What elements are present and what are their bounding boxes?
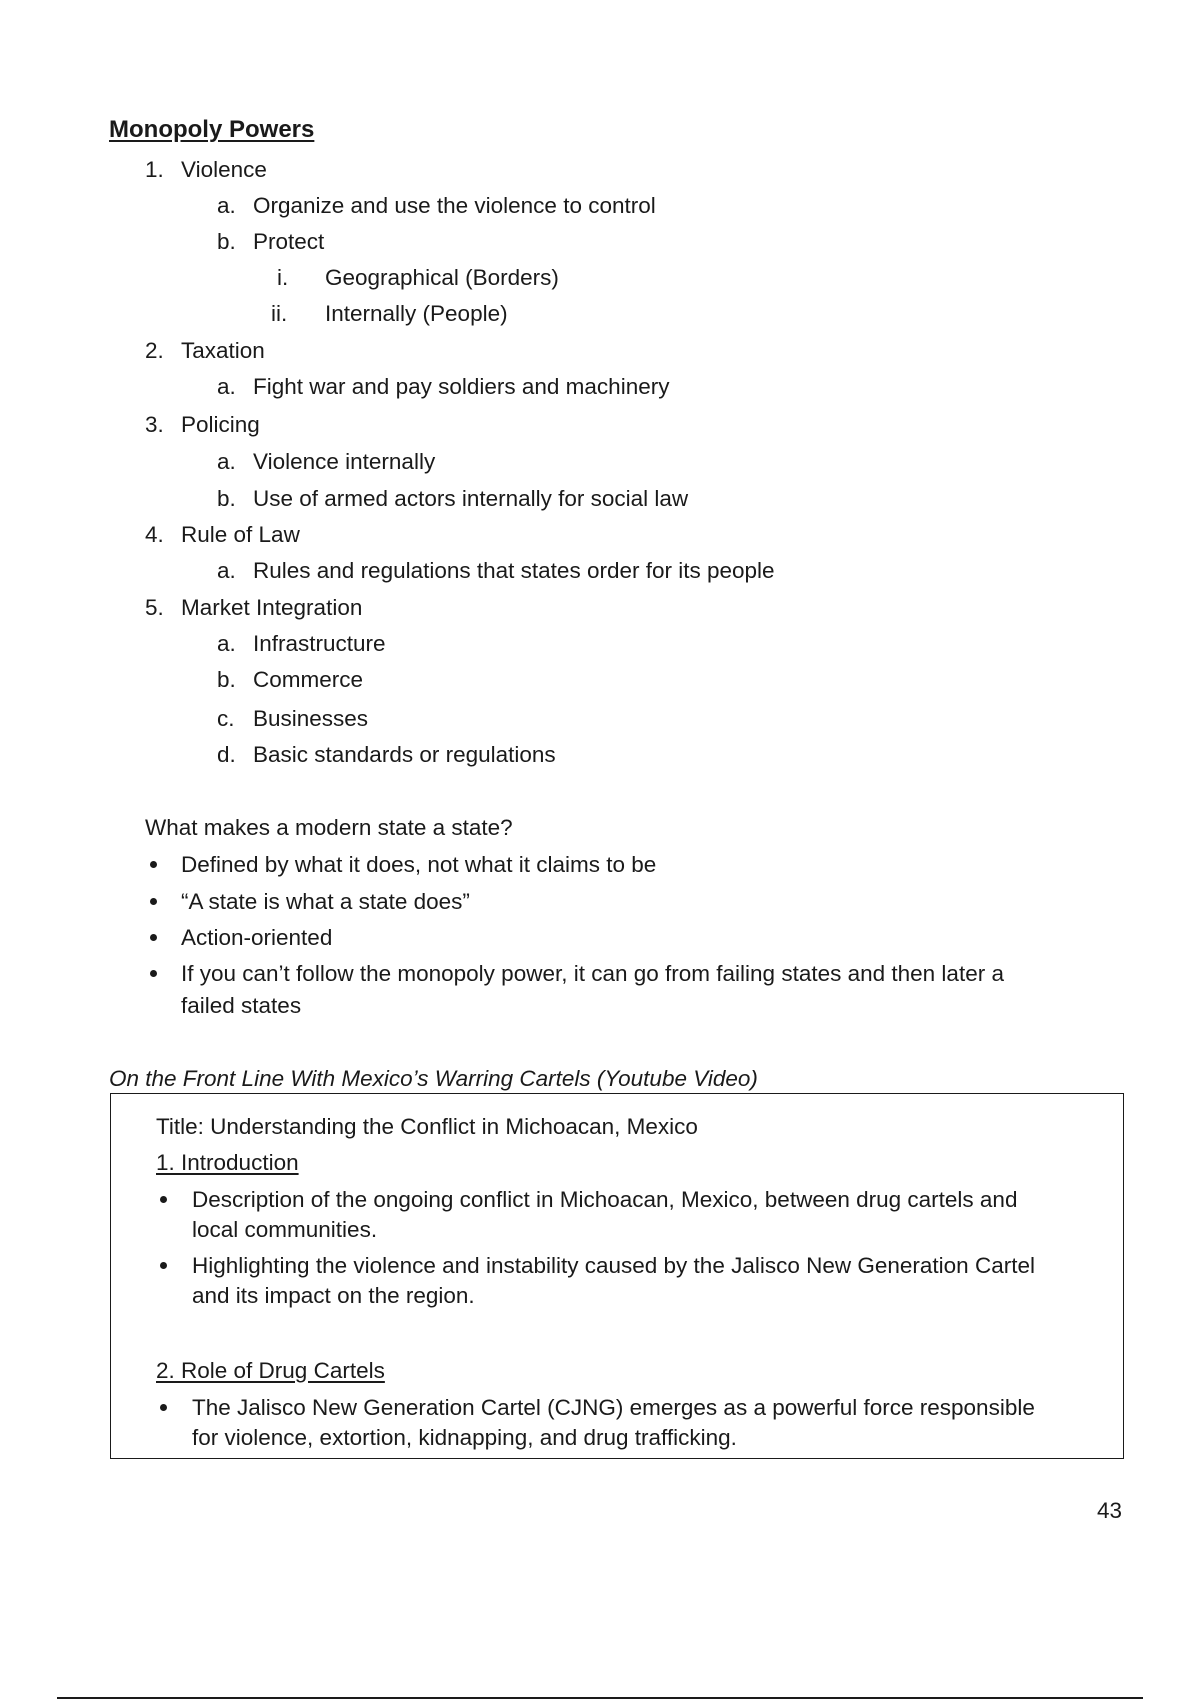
list-marker: i. <box>277 265 289 290</box>
list-item: Infrastructure <box>253 631 386 656</box>
list-item: Organize and use the violence to control <box>253 193 656 218</box>
list-marker: a. <box>217 449 236 474</box>
list-item: Description of the ongoing conflict in Michoacan, Mexico, between drug cartels and <box>192 1187 1018 1212</box>
list-item: The Jalisco New Generation Cartel (CJNG) emerges as a powerful force responsible <box>192 1395 1035 1420</box>
list-item: Rule of Law <box>181 522 300 547</box>
list-marker: b. <box>217 667 236 692</box>
list-marker: 3. <box>145 412 164 437</box>
list-marker: a. <box>217 193 236 218</box>
list-marker: d. <box>217 742 236 767</box>
list-marker: a. <box>217 558 236 583</box>
bullet-icon <box>160 1404 167 1411</box>
list-item: Fight war and pay soldiers and machinery <box>253 374 670 399</box>
list-item: Taxation <box>181 338 265 363</box>
list-item-continuation: for violence, extortion, kidnapping, and drug trafficking. <box>192 1425 737 1450</box>
bullet-icon <box>150 898 157 905</box>
list-item: Highlighting the violence and instability caused by the Jalisco New Generation Cartel <box>192 1253 1035 1278</box>
list-marker: b. <box>217 229 236 254</box>
list-marker: ii. <box>271 301 288 326</box>
list-marker: a. <box>217 374 236 399</box>
list-item: Basic standards or regulations <box>253 742 556 767</box>
list-marker: 2. <box>145 338 164 363</box>
list-item: Defined by what it does, not what it claims to be <box>181 852 657 877</box>
list-item-continuation: failed states <box>181 993 302 1018</box>
bullet-icon <box>160 1196 167 1203</box>
list-item: Market Integration <box>181 595 363 620</box>
list-marker: b. <box>217 486 236 511</box>
bullet-icon <box>150 861 157 868</box>
notes-section-heading: 1. Introduction <box>156 1150 299 1175</box>
list-item: Businesses <box>253 706 369 731</box>
footer-divider <box>57 1697 1143 1699</box>
list-marker: c. <box>217 706 235 731</box>
list-item: Commerce <box>253 667 364 692</box>
list-item: Rules and regulations that states order for its people <box>253 558 775 583</box>
list-item: Action-oriented <box>181 925 333 950</box>
page-number: 43 <box>1097 1498 1123 1523</box>
list-item: “A state is what a state does” <box>181 889 470 914</box>
list-item: Geographical (Borders) <box>325 265 559 290</box>
list-item: Violence internally <box>253 449 436 474</box>
video-title: On the Front Line With Mexico’s Warring Cartels (Youtube Video) <box>109 1066 758 1091</box>
list-item: Violence <box>181 157 267 182</box>
list-item: Internally (People) <box>325 301 508 326</box>
notes-section-heading: 2. Role of Drug Cartels <box>156 1358 385 1383</box>
list-marker: 1. <box>145 157 164 182</box>
list-item: Protect <box>253 229 325 254</box>
list-item-continuation: and its impact on the region. <box>192 1283 475 1308</box>
list-item: If you can’t follow the monopoly power, it can go from failing states and then later a <box>181 961 1004 986</box>
list-item: Use of armed actors internally for social law <box>253 486 689 511</box>
list-marker: 5. <box>145 595 164 620</box>
bullet-icon <box>150 934 157 941</box>
bullet-icon <box>160 1262 167 1269</box>
bullet-icon <box>150 970 157 977</box>
section-heading: Monopoly Powers <box>109 116 315 143</box>
list-marker: 4. <box>145 522 164 547</box>
question-text: What makes a modern state a state? <box>145 815 513 840</box>
list-item: Policing <box>181 412 260 437</box>
list-item-continuation: local communities. <box>192 1217 378 1242</box>
list-marker: a. <box>217 631 236 656</box>
notes-title: Title: Understanding the Conflict in Michoacan, Mexico <box>156 1114 698 1139</box>
